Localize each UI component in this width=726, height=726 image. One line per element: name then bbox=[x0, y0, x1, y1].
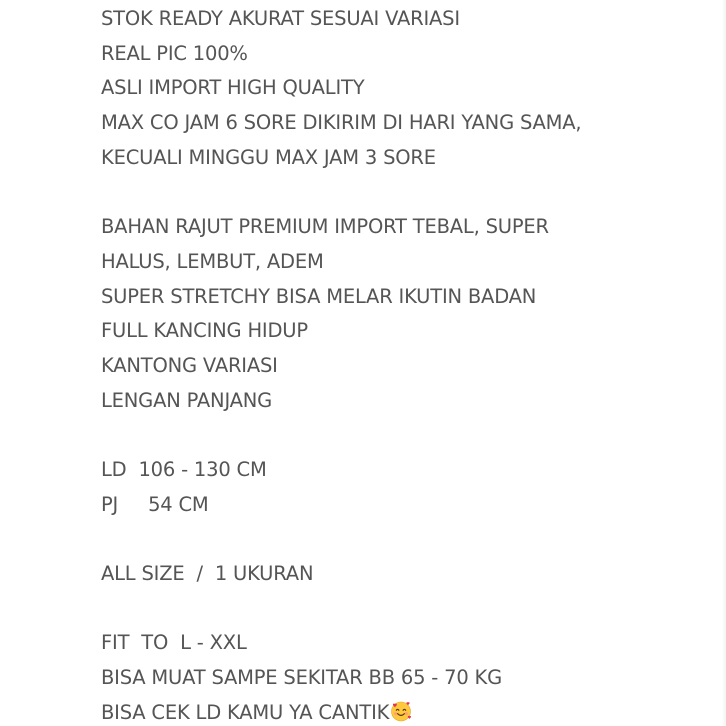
product-description bbox=[101, 2, 721, 726]
all-size-line: ALL SIZE / 1 UKURAN bbox=[101, 562, 314, 585]
material-qualities-line: HALUS, LEMBUT, ADEM bbox=[101, 249, 324, 273]
fit-line: FIT TO L - XXL bbox=[101, 631, 247, 655]
chest-size-line: LD 106 - 130 CM bbox=[101, 457, 267, 481]
paragraph-gap bbox=[101, 418, 721, 453]
check-ld-text: BISA CEK LD KAMU YA CANTIK bbox=[101, 700, 390, 724]
buttons-line: FULL KANCING HIDUP bbox=[101, 319, 308, 343]
sunday-exception-line: KECUALI MINGGU MAX JAM 3 SORE bbox=[101, 145, 436, 169]
smiling-face-with-hearts-icon bbox=[390, 700, 412, 722]
stock-ready-line: STOK READY AKURAT SESUAI VARIASI bbox=[101, 7, 460, 30]
paragraph-gap bbox=[101, 522, 721, 557]
sleeve-line: LENGAN PANJANG bbox=[101, 388, 273, 412]
weight-range-line: BISA MUAT SAMPE SEKITAR BB 65 - 70 KG bbox=[101, 666, 503, 690]
real-pic-line: REAL PIC 100% bbox=[101, 41, 248, 65]
paragraph-gap bbox=[101, 592, 721, 627]
import-quality-line: ASLI IMPORT HIGH QUALITY bbox=[101, 76, 365, 100]
check-ld-line bbox=[101, 696, 721, 726]
pocket-line: KANTONG VARIASI bbox=[101, 353, 278, 377]
page-edge-shadow bbox=[722, 0, 726, 726]
stretchy-line: SUPER STRETCHY BISA MELAR IKUTIN BADAN bbox=[101, 284, 537, 308]
material-line: BAHAN RAJUT PREMIUM IMPORT TEBAL, SUPER bbox=[101, 215, 549, 239]
paragraph-gap bbox=[101, 175, 721, 210]
checkout-time-line: MAX CO JAM 6 SORE DIKIRIM DI HARI YANG SAMA, bbox=[101, 111, 582, 135]
length-size-line: PJ 54 CM bbox=[101, 492, 209, 516]
